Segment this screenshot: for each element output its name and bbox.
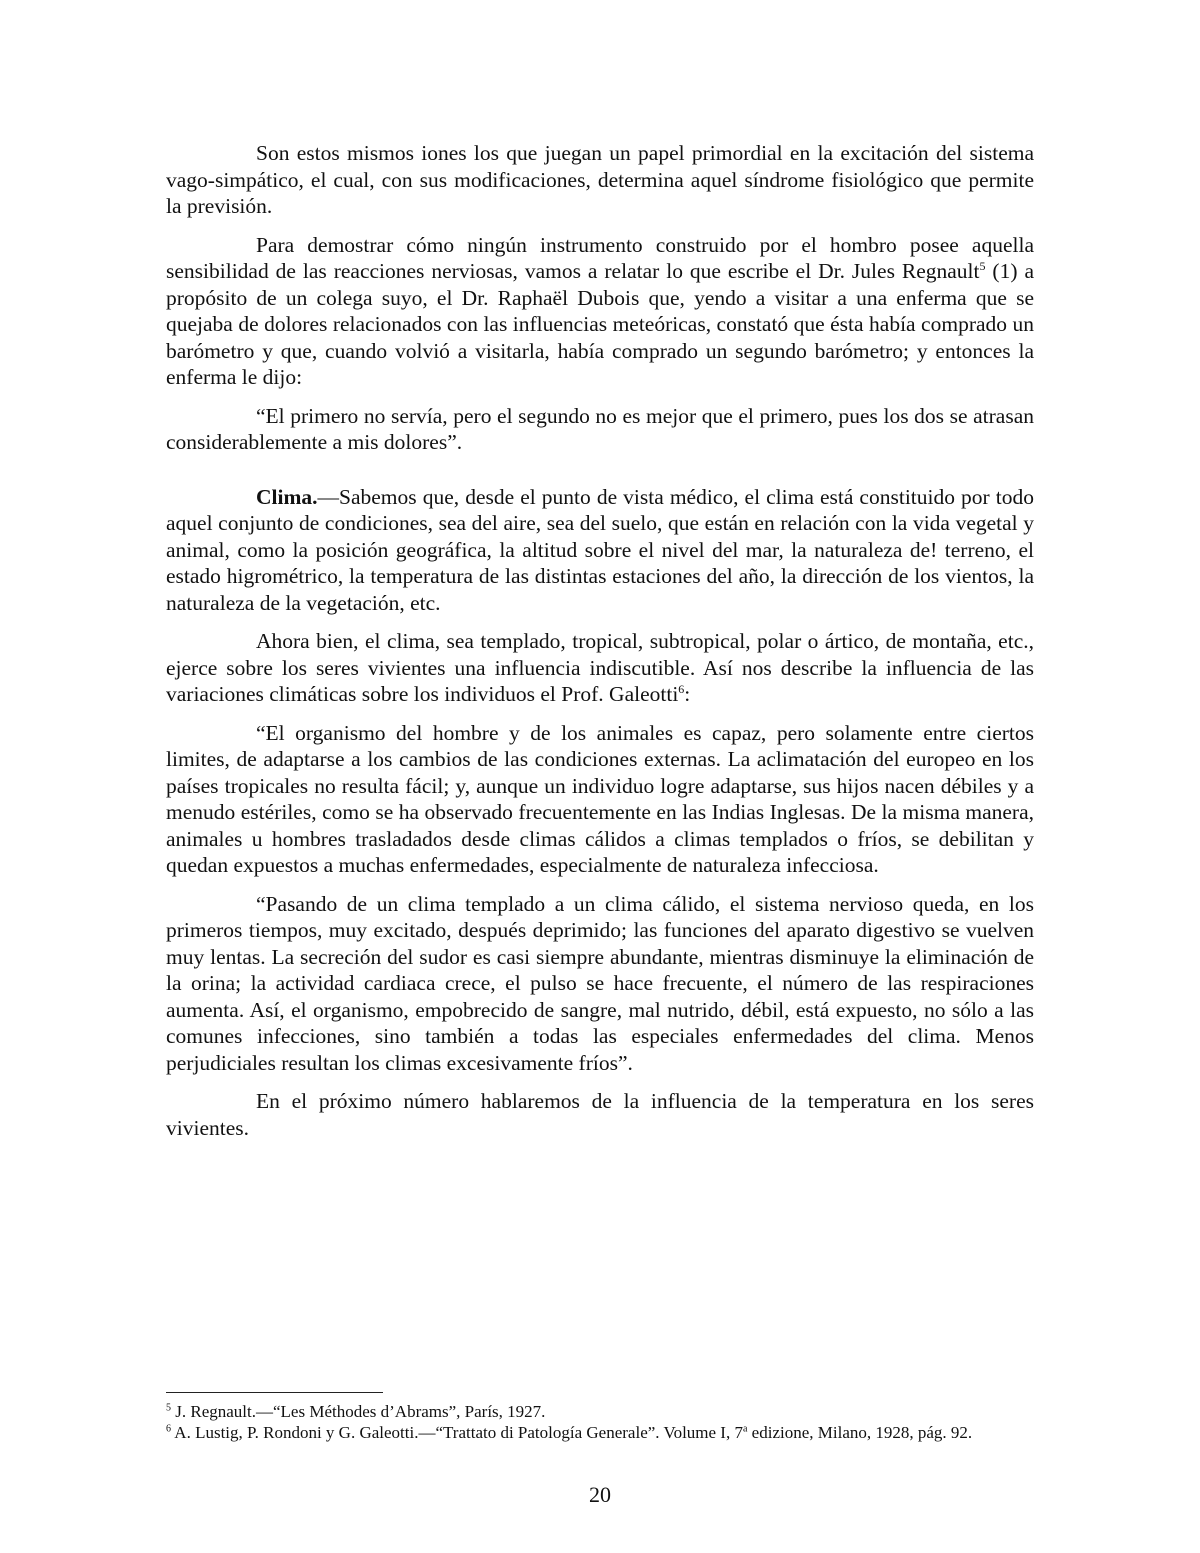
footnote-ref-6: 6	[678, 681, 685, 696]
paragraph-galeotti-text-a: Ahora bien, el clima, sea templado, tropical, subtropical, polar o ártico, de montaña, etc., ejerce sobre los seres vivientes una influencia indiscutible. Así nos describe la influencia de las variaciones climáticas sobre los individuos el Prof. Galeotti	[166, 629, 1034, 706]
paragraph-quote-barometro: “El primero no servía, pero el segundo no es mejor que el primero, pues los dos se atrasan considerablemente a mis dolores”.	[166, 403, 1034, 454]
paragraph-quote-organismo: “El organismo del hombre y de los animales es capaz, pero solamente entre ciertos limites, de adaptarse a los cambios de las condiciones externas. La aclimatación del europeo en los países tropicales no resulta fácil; y, aunque un individuo logre adaptarse, sus hijos nacen débiles y a menudo estériles, como se ha observado frecuentemente en las Indias Inglesas. De la misma manera, animales u hombres trasladados desde climas cálidos a climas templados o fríos, se debilitan y quedan expuestos a muchas enfermedades, especialmente de naturaleza infecciosa.	[166, 720, 1034, 877]
paragraph-regnault-text-a: Para demostrar cómo ningún instrumento construido por el hombro posee aquella sensibilidad de las reacciones nerviosas, vamos a relatar lo que escribe el Dr. Jules Regnault	[166, 232, 1034, 283]
footnote-6-text-a: A. Lustig, P. Rondoni y G. Galeotti.—“Trattato di Patología Generale”. Volume I, 7	[171, 1423, 743, 1442]
paragraph-regnault	[166, 232, 1034, 391]
section-heading-clima: Clima.	[256, 484, 318, 509]
footnote-6-text-b: edizione, Milano, 1928, pág. 92.	[747, 1423, 973, 1442]
page-number: 20	[589, 1482, 611, 1507]
paragraph-galeotti-text-b: :	[684, 682, 691, 706]
footnote-6-ordinal: a	[742, 1423, 748, 1435]
paragraph-regnault-text-b: (1) a propósito de un colega suyo, el Dr. Raphaël Dubois que, yendo a visitar a una enferma que se quejaba de dolores relacionados con las influencias meteóricas, constató que ésta había comprado un barómetro y que, cuando volvió a visitarla, había comprado un segundo barómetro; y entonces la enferma le dijo:	[166, 259, 1034, 389]
footnote-5-text: J. Regnault.—“Les Méthodes d’Abrams”, París, 1927.	[171, 1402, 546, 1421]
footnote-ref-5: 5	[979, 258, 986, 273]
paragraph-galeotti	[166, 628, 1034, 708]
paragraph-quote-clima-calido: “Pasando de un clima templado a un clima cálido, el sistema nervioso queda, en los primeros tiempos, muy excitado, después deprimido; las funciones del aparato digestivo se vuelven muy lentas. La secreción del sudor es casi siempre abundante, mientras disminuye la eliminación de la orina; la actividad cardiaca crece, el pulso se hace frecuente, el número de las respiraciones aumenta. Así, el organismo, empobrecido de sangre, mal nutrido, débil, está expuesto, no sólo a las comunes infecciones, sino también a todas las especiales enfermedades del clima. Menos perjudiciales resultan los climas excesivamente fríos”.	[166, 891, 1034, 1075]
page-body	[166, 140, 1034, 1141]
footnote-5	[166, 1401, 1034, 1422]
footnote-6-mark: 6	[166, 1423, 171, 1435]
paragraph-clima-text: —Sabemos que, desde el punto de vista médico, el clima está constituido por todo aquel conjunto de condiciones, sea del aire, sea del suelo, que están en relación con la vida vegetal y animal, como la posición geográfica, la altitud sobre el nivel del mar, la naturaleza de! terreno, el estado higrométrico, la temperatura de las distintas estaciones del año, la dirección de los vientos, la naturaleza de la vegetación, etc.	[166, 484, 1034, 615]
footnote-divider	[166, 1392, 383, 1393]
footnote-6	[166, 1422, 1034, 1443]
paragraph-iones: Son estos mismos iones los que juegan un papel primordial en la excitación del sistema vago-simpático, el cual, con sus modificaciones, determina aquel síndrome fisiológico que permite la previsión.	[166, 141, 1034, 218]
paragraph-proximo-numero: En el próximo número hablaremos de la influencia de la temperatura en los seres vivientes.	[166, 1089, 1034, 1140]
paragraph-clima	[166, 484, 1034, 617]
footnote-5-mark: 5	[166, 1402, 171, 1414]
footnotes	[166, 1392, 1034, 1443]
